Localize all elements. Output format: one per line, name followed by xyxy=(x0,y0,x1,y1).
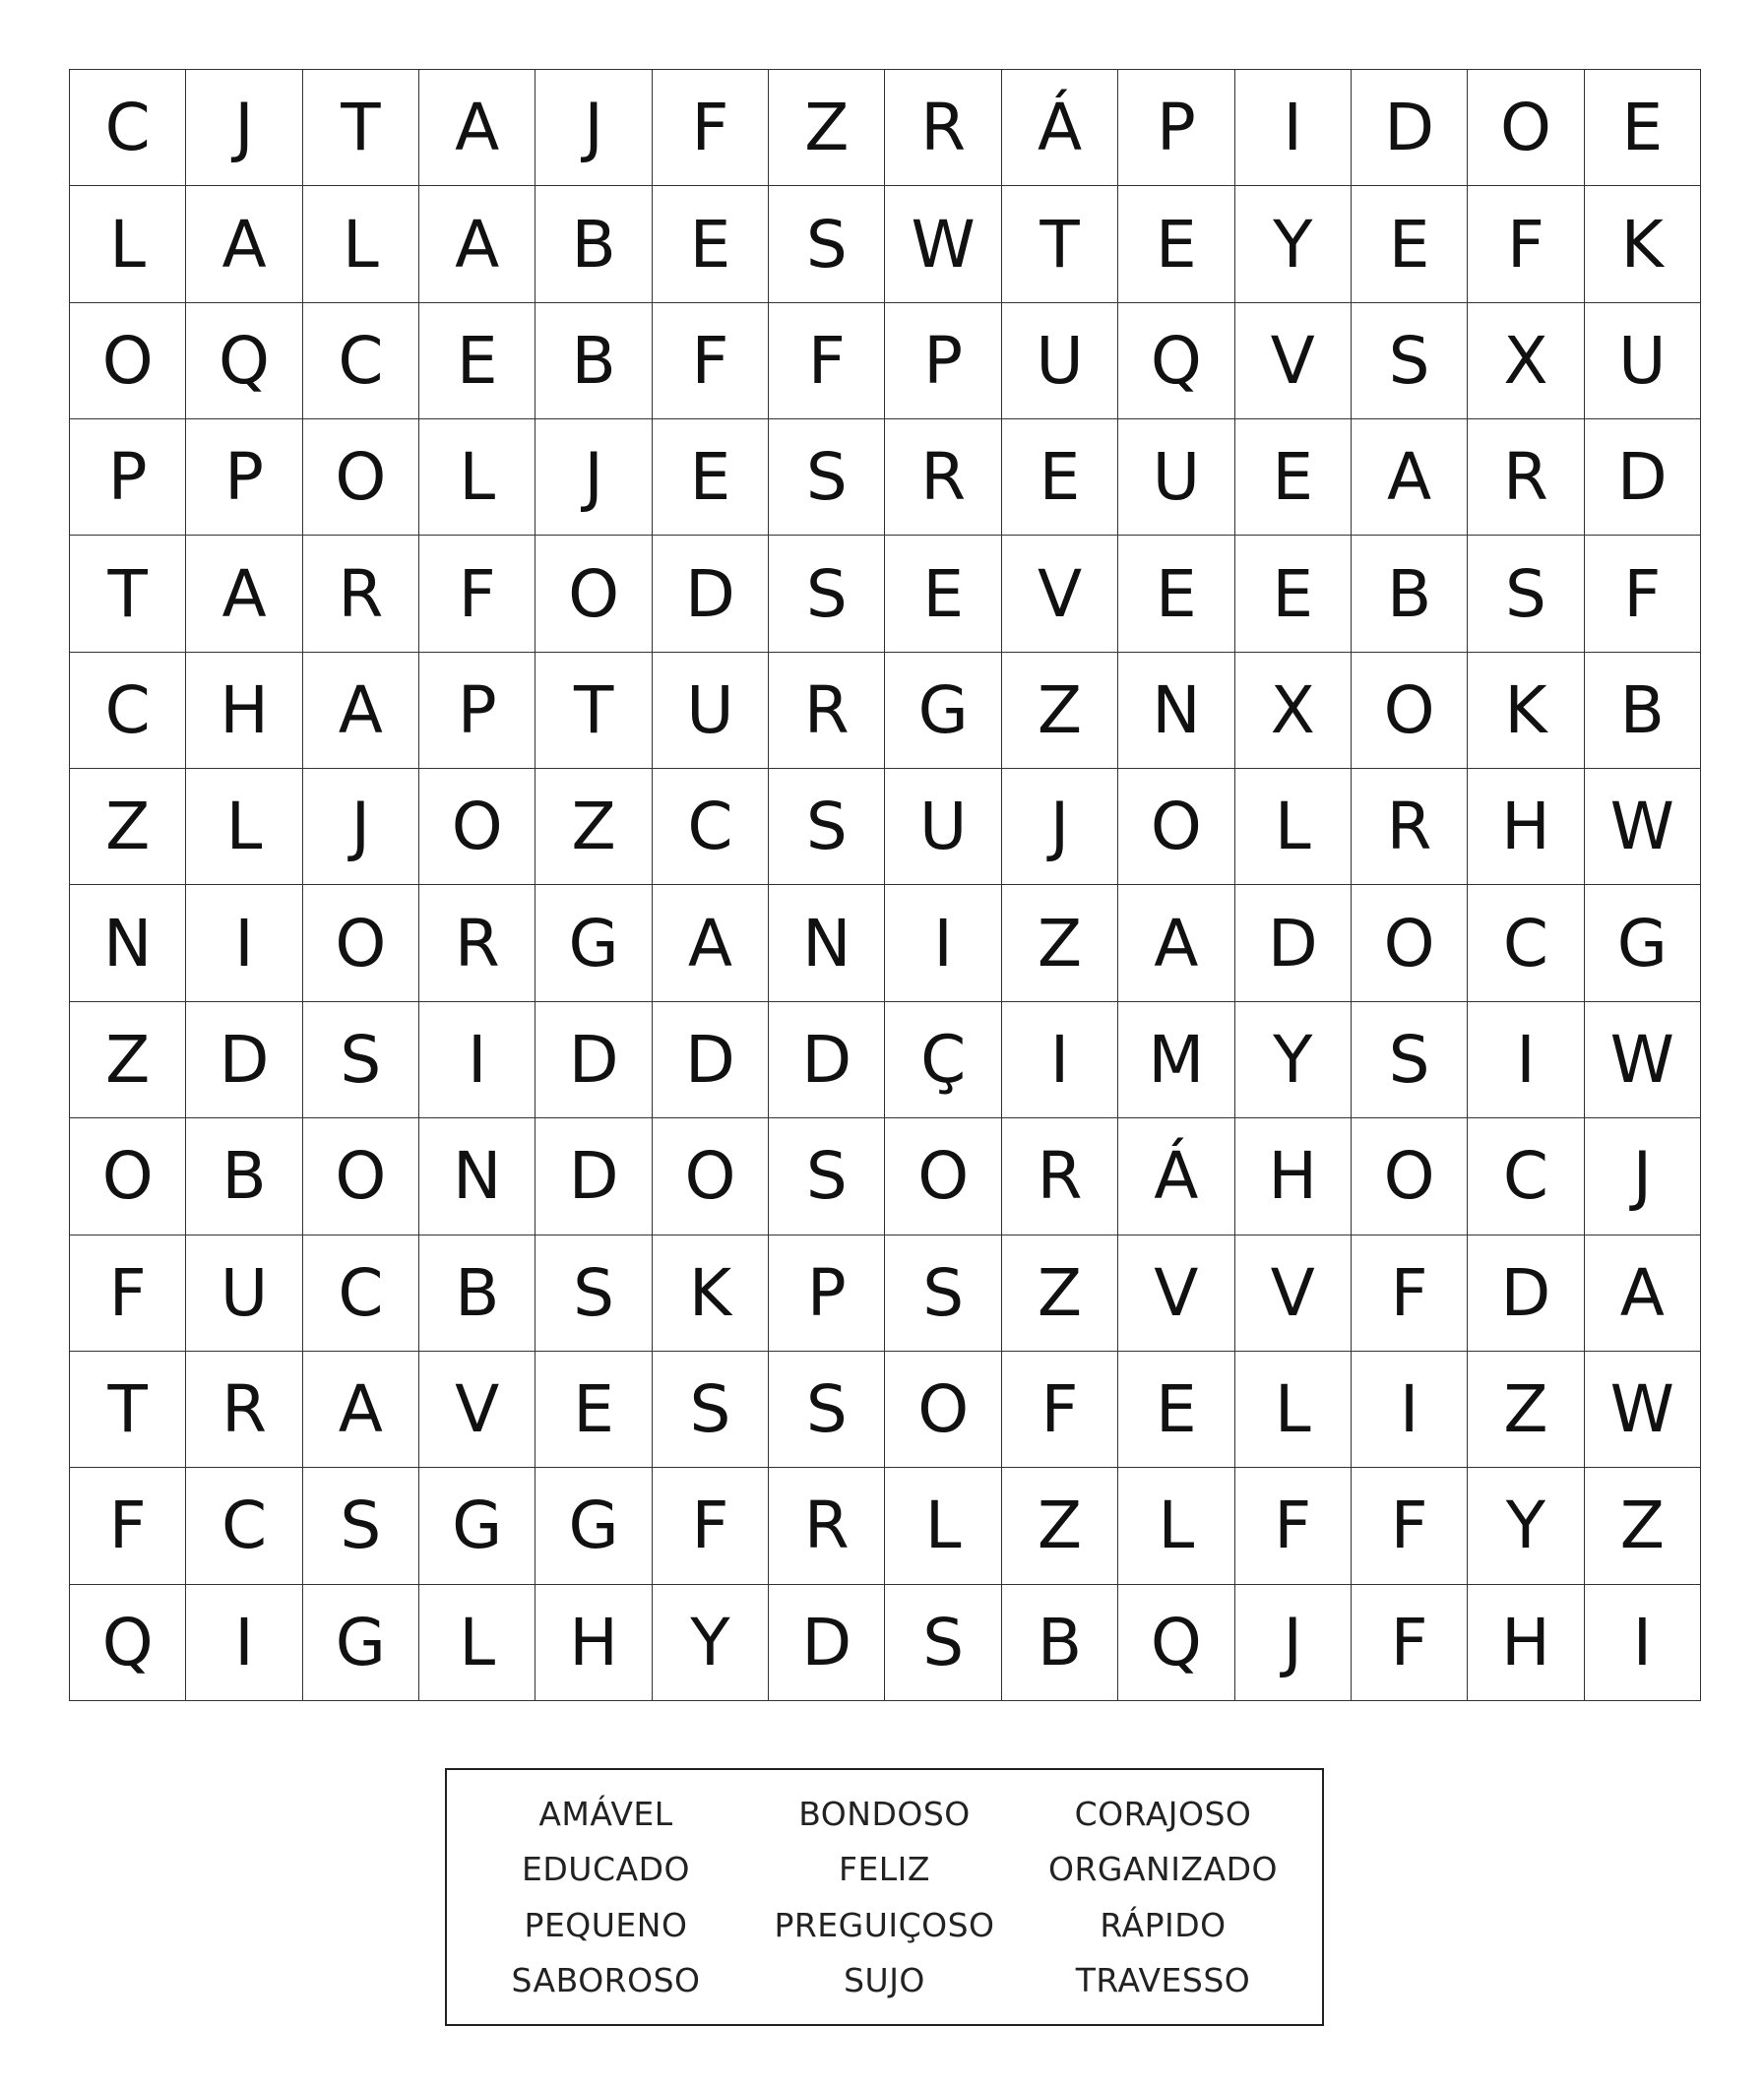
grid-cell[interactable]: D xyxy=(1352,70,1468,186)
word-list-item: TRAVESSO xyxy=(1075,1961,1251,2000)
grid-cell[interactable]: F xyxy=(1585,536,1701,652)
grid-cell[interactable]: I xyxy=(1002,1002,1118,1118)
word-list xyxy=(445,1768,1324,2026)
grid-cell[interactable]: G xyxy=(885,653,1001,769)
grid-cell[interactable]: Z xyxy=(1002,1468,1118,1584)
grid-cell[interactable]: P xyxy=(70,419,186,536)
grid-cell[interactable]: W xyxy=(1585,769,1701,885)
grid-cell[interactable]: R xyxy=(1468,419,1584,536)
grid-cell[interactable]: E xyxy=(653,419,769,536)
grid-cell[interactable]: S xyxy=(885,1235,1001,1352)
grid-cell[interactable]: M xyxy=(1118,1002,1234,1118)
word-list-item: BONDOSO xyxy=(798,1794,971,1833)
grid-cell[interactable]: F xyxy=(653,1468,769,1584)
word-list-item: FELIZ xyxy=(838,1850,931,1889)
grid-cell[interactable]: I xyxy=(885,885,1001,1001)
grid-cell[interactable]: D xyxy=(536,1002,652,1118)
grid-cell[interactable]: P xyxy=(1118,70,1234,186)
grid-cell[interactable]: F xyxy=(769,303,885,419)
grid-cell[interactable]: O xyxy=(1468,70,1584,186)
word-list-item: AMÁVEL xyxy=(538,1794,673,1833)
grid-cell[interactable]: E xyxy=(419,303,536,419)
grid-cell[interactable]: V xyxy=(1235,1235,1352,1352)
grid-cell[interactable]: C xyxy=(70,70,186,186)
grid-cell[interactable]: B xyxy=(1352,536,1468,652)
grid-cell[interactable]: D xyxy=(186,1002,302,1118)
grid-cell[interactable]: F xyxy=(653,303,769,419)
grid-cell[interactable]: I xyxy=(1585,1585,1701,1701)
grid-cell[interactable]: B xyxy=(186,1118,302,1235)
grid-cell[interactable]: P xyxy=(186,419,302,536)
grid-cell[interactable]: V xyxy=(1235,303,1352,419)
grid-cell[interactable]: F xyxy=(1352,1235,1468,1352)
grid-cell[interactable]: C xyxy=(303,303,419,419)
grid-cell[interactable]: S xyxy=(1352,303,1468,419)
grid-cell[interactable]: C xyxy=(1468,1118,1584,1235)
grid-cell[interactable]: Á xyxy=(1002,70,1118,186)
grid-cell[interactable]: N xyxy=(70,885,186,1001)
grid-cell[interactable]: W xyxy=(1585,1002,1701,1118)
grid-cell[interactable]: L xyxy=(303,186,419,302)
grid-cell[interactable]: F xyxy=(1352,1468,1468,1584)
grid-cell[interactable]: E xyxy=(1235,419,1352,536)
grid-cell[interactable]: B xyxy=(536,303,652,419)
grid-cell[interactable]: U xyxy=(1585,303,1701,419)
grid-cell[interactable]: J xyxy=(1585,1118,1701,1235)
word-list-item: SABOROSO xyxy=(511,1961,701,2000)
grid-cell[interactable]: T xyxy=(303,70,419,186)
grid-cell[interactable]: G xyxy=(536,1468,652,1584)
grid-cell[interactable]: I xyxy=(1235,70,1352,186)
grid-cell[interactable]: S xyxy=(653,1352,769,1468)
grid-cell[interactable]: F xyxy=(653,70,769,186)
grid-cell[interactable]: H xyxy=(1235,1118,1352,1235)
grid-cell[interactable]: H xyxy=(1468,769,1584,885)
grid-cell[interactable]: E xyxy=(536,1352,652,1468)
grid-cell[interactable]: A xyxy=(653,885,769,1001)
grid-cell[interactable]: H xyxy=(1468,1585,1584,1701)
grid-cell[interactable]: F xyxy=(1002,1352,1118,1468)
word-list-item: CORAJOSO xyxy=(1074,1794,1252,1833)
grid-cell[interactable]: O xyxy=(885,1352,1001,1468)
grid-cell[interactable]: S xyxy=(1352,1002,1468,1118)
grid-cell[interactable]: E xyxy=(885,536,1001,652)
grid-cell[interactable]: O xyxy=(653,1118,769,1235)
grid-cell[interactable]: G xyxy=(419,1468,536,1584)
grid-cell[interactable]: I xyxy=(1352,1352,1468,1468)
grid-cell[interactable]: G xyxy=(536,885,652,1001)
grid-cell[interactable]: U xyxy=(1118,419,1234,536)
grid-cell[interactable]: A xyxy=(303,653,419,769)
grid-cell[interactable]: A xyxy=(303,1352,419,1468)
grid-cell[interactable]: E xyxy=(1235,536,1352,652)
grid-cell[interactable]: Z xyxy=(1002,885,1118,1001)
grid-cell[interactable]: Á xyxy=(1118,1118,1234,1235)
grid-cell[interactable]: L xyxy=(1118,1468,1234,1584)
grid-cell[interactable]: F xyxy=(419,536,536,652)
grid-cell[interactable]: N xyxy=(1118,653,1234,769)
grid-cell[interactable]: V xyxy=(1118,1235,1234,1352)
grid-cell[interactable]: L xyxy=(885,1468,1001,1584)
grid-cell[interactable]: T xyxy=(70,1352,186,1468)
grid-cell[interactable]: O xyxy=(303,1118,419,1235)
grid-cell[interactable]: C xyxy=(303,1235,419,1352)
grid-cell[interactable]: Ç xyxy=(885,1002,1001,1118)
grid-cell[interactable]: V xyxy=(419,1352,536,1468)
grid-cell[interactable]: R xyxy=(186,1352,302,1468)
grid-cell[interactable]: A xyxy=(186,186,302,302)
grid-cell[interactable]: F xyxy=(1468,186,1584,302)
word-list-item: PREGUIÇOSO xyxy=(774,1905,995,1944)
grid-cell[interactable]: H xyxy=(536,1585,652,1701)
grid-cell[interactable]: R xyxy=(769,1468,885,1584)
grid-cell[interactable]: Z xyxy=(1002,653,1118,769)
grid-cell[interactable]: Z xyxy=(70,769,186,885)
grid-cell[interactable]: R xyxy=(769,653,885,769)
grid-cell[interactable]: F xyxy=(70,1235,186,1352)
grid-cell[interactable]: O xyxy=(419,769,536,885)
grid-cell[interactable]: D xyxy=(769,1585,885,1701)
grid-cell[interactable]: J xyxy=(536,70,652,186)
grid-cell[interactable]: Z xyxy=(536,769,652,885)
grid-cell[interactable]: O xyxy=(1118,769,1234,885)
grid-cell[interactable]: E xyxy=(653,186,769,302)
grid-cell[interactable]: Q xyxy=(70,1585,186,1701)
grid-cell[interactable]: I xyxy=(1468,1002,1584,1118)
grid-cell[interactable]: O xyxy=(1352,1118,1468,1235)
grid-cell[interactable]: B xyxy=(419,1235,536,1352)
grid-cell[interactable]: A xyxy=(1352,419,1468,536)
word-list-item: ORGANIZADO xyxy=(1047,1850,1279,1889)
grid-cell[interactable]: Y xyxy=(1468,1468,1584,1584)
grid-cell[interactable]: D xyxy=(1235,885,1352,1001)
grid-cell[interactable]: Q xyxy=(1118,1585,1234,1701)
grid-cell[interactable]: S xyxy=(303,1468,419,1584)
grid-cell[interactable]: F xyxy=(1235,1468,1352,1584)
grid-cell[interactable]: I xyxy=(186,1585,302,1701)
grid-cell[interactable]: F xyxy=(70,1468,186,1584)
grid-cell[interactable]: V xyxy=(1002,536,1118,652)
grid-cell[interactable]: P xyxy=(419,653,536,769)
grid-cell[interactable]: E xyxy=(1118,536,1234,652)
grid-cell[interactable]: E xyxy=(1352,186,1468,302)
grid-cell[interactable]: K xyxy=(1468,653,1584,769)
grid-cell[interactable]: D xyxy=(1468,1235,1584,1352)
grid-cell[interactable]: U xyxy=(1002,303,1118,419)
grid-cell[interactable]: O xyxy=(303,419,419,536)
grid-cell[interactable]: S xyxy=(769,1352,885,1468)
grid-cell[interactable]: X xyxy=(1235,653,1352,769)
grid-cell[interactable]: S xyxy=(769,1118,885,1235)
grid-cell[interactable]: Z xyxy=(769,70,885,186)
grid-cell[interactable]: C xyxy=(1468,885,1584,1001)
grid-cell[interactable]: Z xyxy=(1585,1468,1701,1584)
grid-cell[interactable]: A xyxy=(419,186,536,302)
grid-cell[interactable]: S xyxy=(885,1585,1001,1701)
grid-cell[interactable]: O xyxy=(536,536,652,652)
grid-cell[interactable]: J xyxy=(1002,769,1118,885)
grid-cell[interactable]: S xyxy=(1468,536,1584,652)
grid-cell[interactable]: L xyxy=(1235,1352,1352,1468)
grid-cell[interactable]: S xyxy=(536,1235,652,1352)
grid-cell[interactable]: Z xyxy=(70,1002,186,1118)
grid-cell[interactable]: A xyxy=(1585,1235,1701,1352)
grid-cell[interactable]: Q xyxy=(186,303,302,419)
grid-cell[interactable]: S xyxy=(769,186,885,302)
grid-cell[interactable]: A xyxy=(186,536,302,652)
grid-cell[interactable]: B xyxy=(536,186,652,302)
word-list-item: PEQUENO xyxy=(524,1905,688,1944)
grid-cell[interactable]: P xyxy=(769,1235,885,1352)
grid-cell[interactable]: C xyxy=(653,769,769,885)
grid-cell[interactable]: D xyxy=(1585,419,1701,536)
grid-cell[interactable]: S xyxy=(769,769,885,885)
grid-cell[interactable]: R xyxy=(1352,769,1468,885)
grid-cell[interactable]: O xyxy=(885,1118,1001,1235)
grid-cell[interactable]: G xyxy=(303,1585,419,1701)
grid-cell[interactable]: R xyxy=(419,885,536,1001)
grid-cell[interactable]: O xyxy=(70,303,186,419)
grid-cell[interactable]: T xyxy=(536,653,652,769)
grid-cell[interactable]: E xyxy=(1585,70,1701,186)
grid-cell[interactable]: N xyxy=(769,885,885,1001)
grid-cell[interactable]: Y xyxy=(1235,1002,1352,1118)
grid-cell[interactable]: W xyxy=(885,186,1001,302)
grid-cell[interactable]: N xyxy=(419,1118,536,1235)
grid-cell[interactable]: E xyxy=(1118,186,1234,302)
grid-cell[interactable]: L xyxy=(419,419,536,536)
grid-cell[interactable]: G xyxy=(1585,885,1701,1001)
grid-cell[interactable]: C xyxy=(70,653,186,769)
grid-cell[interactable]: W xyxy=(1585,1352,1701,1468)
letter-grid xyxy=(69,69,1701,1701)
grid-cell[interactable]: T xyxy=(70,536,186,652)
grid-cell[interactable]: J xyxy=(303,769,419,885)
grid-cell[interactable]: D xyxy=(769,1002,885,1118)
grid-cell[interactable]: D xyxy=(653,1002,769,1118)
grid-cell[interactable]: O xyxy=(70,1118,186,1235)
grid-cell[interactable]: J xyxy=(186,70,302,186)
grid-cell[interactable]: S xyxy=(303,1002,419,1118)
grid-cell[interactable]: H xyxy=(186,653,302,769)
grid-cell[interactable]: E xyxy=(1002,419,1118,536)
grid-cell[interactable]: R xyxy=(885,419,1001,536)
grid-cell[interactable]: Z xyxy=(1468,1352,1584,1468)
grid-cell[interactable]: A xyxy=(419,70,536,186)
grid-cell[interactable]: D xyxy=(653,536,769,652)
grid-cell[interactable]: R xyxy=(1002,1118,1118,1235)
grid-cell[interactable]: X xyxy=(1468,303,1584,419)
grid-cell[interactable]: D xyxy=(536,1118,652,1235)
grid-cell[interactable]: L xyxy=(1235,769,1352,885)
grid-cell[interactable]: O xyxy=(1352,885,1468,1001)
grid-cell[interactable]: U xyxy=(186,1235,302,1352)
grid-cell[interactable]: E xyxy=(1118,1352,1234,1468)
grid-cell[interactable]: Y xyxy=(653,1585,769,1701)
grid-cell[interactable]: B xyxy=(1002,1585,1118,1701)
grid-cell[interactable]: K xyxy=(653,1235,769,1352)
word-list-item: RÁPIDO xyxy=(1100,1905,1227,1944)
grid-cell[interactable]: A xyxy=(1118,885,1234,1001)
grid-cell[interactable]: P xyxy=(885,303,1001,419)
word-list-item: SUJO xyxy=(844,1961,925,2000)
grid-cell[interactable]: J xyxy=(536,419,652,536)
grid-cell[interactable]: Z xyxy=(1002,1235,1118,1352)
grid-cell[interactable]: C xyxy=(186,1468,302,1584)
grid-cell[interactable]: L xyxy=(70,186,186,302)
grid-cell[interactable]: Y xyxy=(1235,186,1352,302)
grid-cell[interactable]: R xyxy=(885,70,1001,186)
grid-cell[interactable]: U xyxy=(653,653,769,769)
grid-cell[interactable]: U xyxy=(885,769,1001,885)
grid-cell[interactable]: O xyxy=(303,885,419,1001)
grid-cell[interactable]: J xyxy=(1235,1585,1352,1701)
grid-cell[interactable]: L xyxy=(419,1585,536,1701)
grid-cell[interactable]: Q xyxy=(1118,303,1234,419)
word-list-item: EDUCADO xyxy=(522,1850,690,1889)
grid-cell[interactable]: R xyxy=(303,536,419,652)
grid-cell[interactable]: T xyxy=(1002,186,1118,302)
grid-cell[interactable]: S xyxy=(769,536,885,652)
grid-cell[interactable]: B xyxy=(1585,653,1701,769)
grid-cell[interactable]: L xyxy=(186,769,302,885)
grid-cell[interactable]: O xyxy=(1352,653,1468,769)
grid-cell[interactable]: I xyxy=(186,885,302,1001)
grid-cell[interactable]: K xyxy=(1585,186,1701,302)
grid-cell[interactable]: S xyxy=(769,419,885,536)
grid-cell[interactable]: I xyxy=(419,1002,536,1118)
grid-cell[interactable]: F xyxy=(1352,1585,1468,1701)
